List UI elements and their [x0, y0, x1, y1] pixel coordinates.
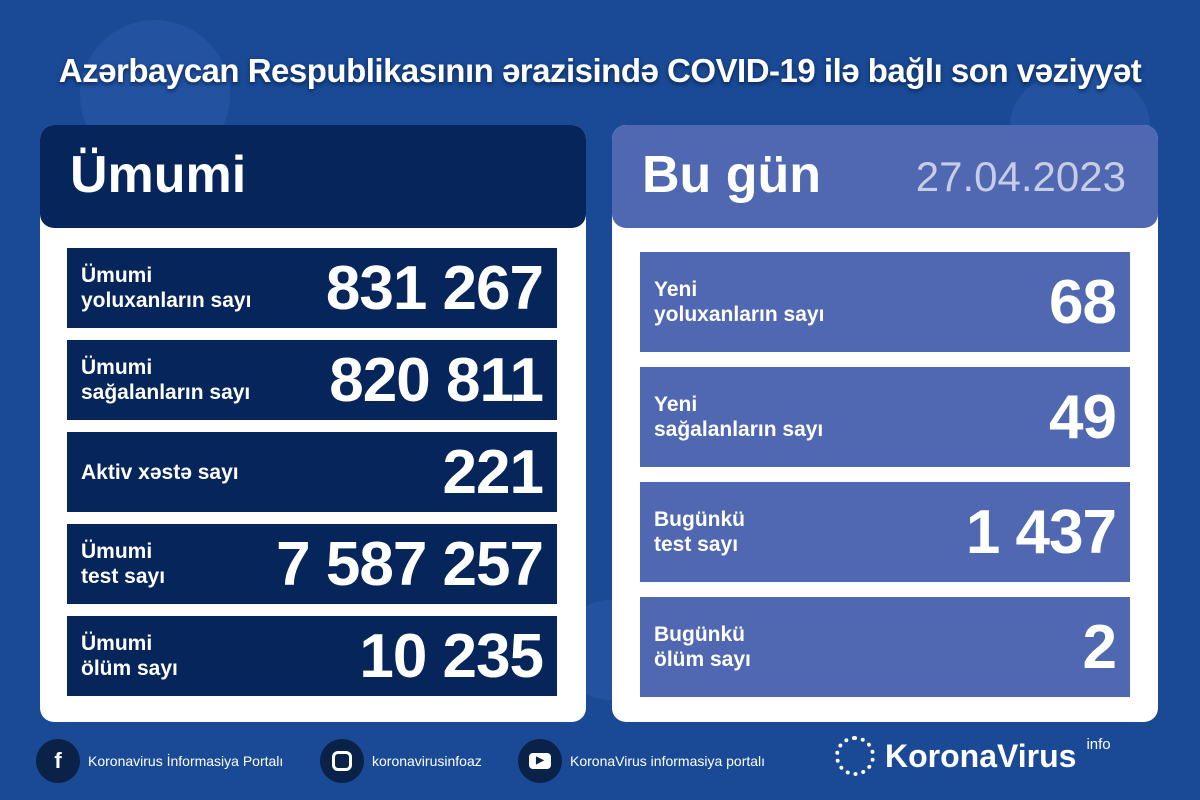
stat-row	[640, 252, 1130, 352]
stat-label-line: Ümumi	[81, 632, 153, 655]
stat-value: 831 267	[325, 253, 543, 323]
instagram-icon	[320, 739, 364, 783]
brand-sup: info	[1086, 736, 1111, 753]
footer-youtube[interactable]	[518, 738, 765, 784]
stat-value: 221	[442, 437, 543, 507]
total-panel	[40, 125, 586, 722]
stat-label	[654, 507, 745, 557]
today-date: 27.04.2023	[915, 153, 1126, 200]
virus-logo-icon	[835, 736, 875, 776]
stat-label-line: Aktiv xəstə sayı	[81, 460, 239, 484]
total-heading: Ümumi	[70, 146, 247, 204]
stat-label	[654, 392, 823, 442]
stat-value: 49	[1049, 382, 1116, 452]
brand-name: KoronaVirus	[885, 737, 1077, 774]
stat-row	[67, 248, 557, 328]
facebook-label: Koronavirus İnformasiya Portalı	[88, 753, 284, 769]
stat-value: 820 811	[329, 345, 543, 415]
stat-label-line: Yeni	[654, 278, 698, 301]
stat-row	[67, 432, 557, 512]
stat-value: 7 587 257	[276, 529, 543, 599]
stat-value: 10 235	[359, 621, 543, 691]
stat-label	[81, 631, 178, 681]
facebook-icon: f	[36, 739, 80, 783]
stat-row	[67, 524, 557, 604]
stat-label-line: yoluxanların sayı	[81, 289, 252, 312]
stat-label-line: Bugünkü	[654, 508, 745, 531]
stat-row	[640, 597, 1130, 697]
youtube-icon: ▶	[518, 739, 562, 783]
stat-label-line: test sayı	[81, 565, 166, 588]
stat-label	[654, 277, 824, 327]
stat-label-line: yoluxanların sayı	[654, 303, 825, 326]
stat-row	[640, 367, 1130, 467]
stat-row	[67, 340, 557, 420]
stat-label-line: sağalanların sayı	[654, 418, 824, 441]
instagram-label: koronavirusinfoaz	[372, 753, 482, 769]
stat-label-line: sağalanların sayı	[81, 381, 251, 404]
youtube-label: KoronaVirus informasiya portalı	[570, 753, 766, 769]
stat-label-line: Bugünkü	[654, 623, 745, 646]
stat-label-line: Ümumi	[81, 540, 153, 563]
stat-label	[81, 355, 250, 405]
today-heading: Bu gün	[642, 146, 822, 204]
stat-label	[654, 622, 751, 672]
stat-row	[640, 482, 1130, 582]
stat-label-line: test sayı	[654, 533, 739, 556]
stat-label-line: Ümumi	[81, 264, 153, 287]
stat-label	[81, 539, 165, 589]
stat-value: 1 437	[965, 497, 1116, 567]
stat-label-line: ölüm sayı	[654, 648, 751, 671]
footer-instagram[interactable]	[320, 738, 482, 784]
today-header	[612, 125, 1158, 228]
brand-logo	[835, 736, 1111, 776]
stat-value: 2	[1082, 612, 1116, 682]
total-header	[40, 125, 586, 228]
stat-label	[81, 263, 251, 313]
stat-value: 68	[1049, 267, 1116, 337]
stat-label	[81, 460, 239, 485]
stat-row	[67, 616, 557, 696]
stat-label-line: ölüm sayı	[81, 657, 178, 680]
footer-facebook[interactable]	[36, 738, 283, 784]
today-panel	[612, 125, 1158, 722]
stat-label-line: Ümumi	[81, 356, 153, 379]
stat-label-line: Yeni	[654, 393, 698, 416]
page-title: Azərbaycan Respublikasının ərazisində COVID-19 ilə bağlı son vəziyyət	[58, 52, 1142, 89]
